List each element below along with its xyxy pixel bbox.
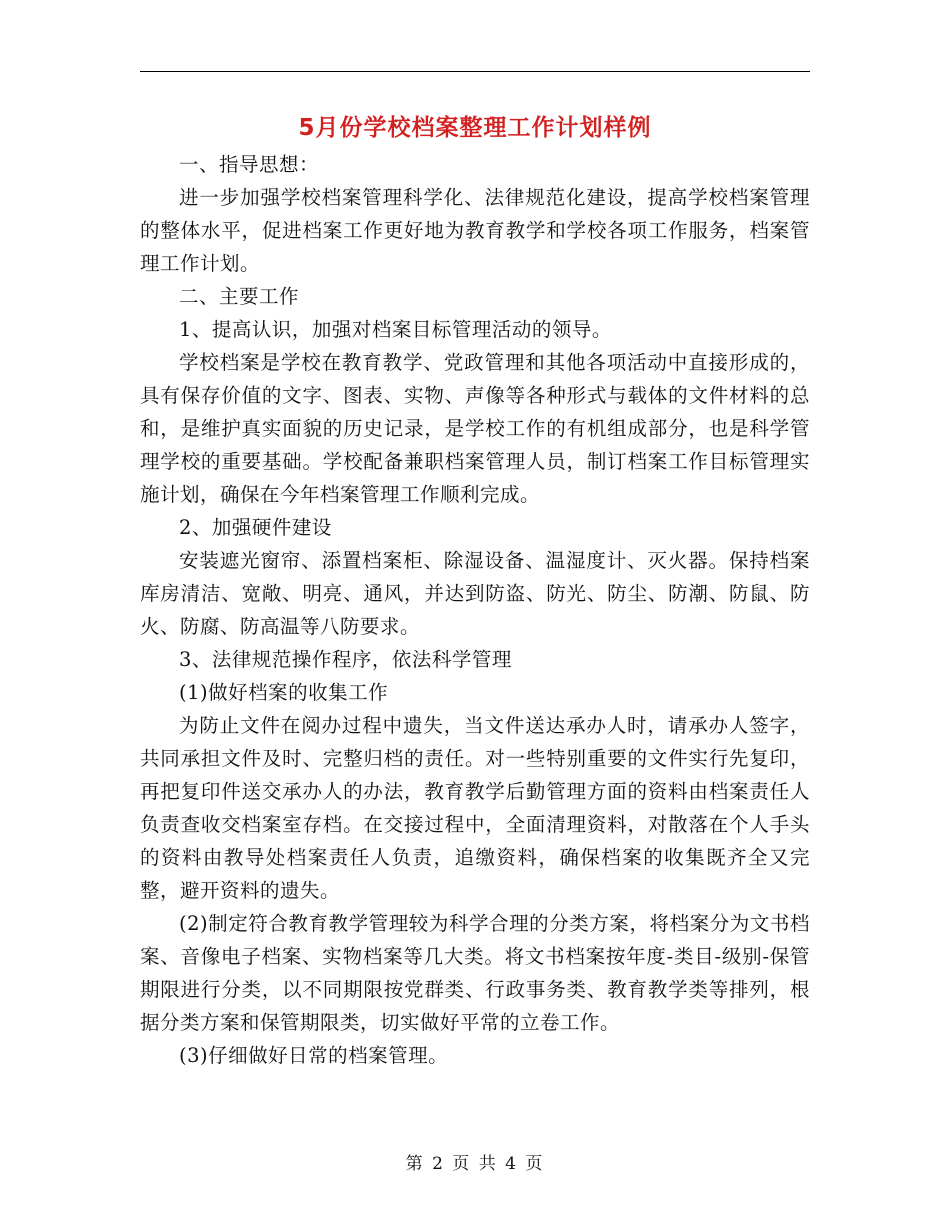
section-heading-main-work: 二、主要工作 [179,285,300,308]
header-rule [140,71,810,72]
section-heading-guiding-thought: 一、指导思想： [179,153,320,176]
body-paragraph: 为防止文件在阅办过程中遗失，当文件送达承办人时，请承办人签字，共同承担文件及时、完整归档的责任。对一些特别重要的文件实行先复印，再把复印件送交承办人的办法，教育教学后勤管理方面的资料由档案责任人负责查收交档案室存档。在交接过程中，全面清理资料，对散落在个人手头的资料由教导处档案责任人负责，追缴资料，确保档案的收集既齐全又完整，避开资料的遗失。 [140,714,810,902]
item-heading-1: (1)做好档案的收集工作 [179,681,389,704]
subsection-heading-1: 1、提高认识，加强对档案目标管理活动的领导。 [179,318,612,341]
document-body [140,148,810,1072]
page-number-footer: 第 2 页 共 4 页 [405,1154,545,1174]
body-paragraph: 学校档案是学校在教育教学、党政管理和其他各项活动中直接形成的，具有保存价值的文字、图表、实物、声像等各种形式与载体的文件材料的总和，是维护真实面貌的历史记录，是学校工作的有机组成部分，也是科学管理学校的重要基础。学校配备兼职档案管理人员，制订档案工作目标管理实施计划，确保在今年档案管理工作顺利完成。 [140,351,810,506]
subsection-heading-2: 2、加强硬件建设 [179,516,332,539]
item-paragraph-2: (2)制定符合教育教学管理较为科学合理的分类方案，将档案分为文书档案、音像电子档案、实物档案等几大类。将文书档案按年度-类目-级别-保管期限进行分类，以不同期限按党群类、行政事务类、教育教学类等排列，根据分类方案和保管期限类，切实做好平常的立卷工作。 [140,912,810,1034]
subsection-heading-3: 3、法律规范操作程序，依法科学管理 [179,648,512,671]
item-heading-3: (3)仔细做好日常的档案管理。 [179,1044,449,1067]
body-paragraph: 进一步加强学校档案管理科学化、法律规范化建设，提高学校档案管理的整体水平，促进档案工作更好地为教育教学和学校各项工作服务，档案管理工作计划。 [140,186,810,275]
document-title: 5月份学校档案整理工作计划样例 [298,115,652,141]
body-paragraph: 安装遮光窗帘、添置档案柜、除湿设备、温湿度计、灭火器。保持档案库房清洁、宽敞、明亮、通风，并达到防盗、防光、防尘、防潮、防鼠、防火、防腐、防高温等八防要求。 [140,549,810,638]
